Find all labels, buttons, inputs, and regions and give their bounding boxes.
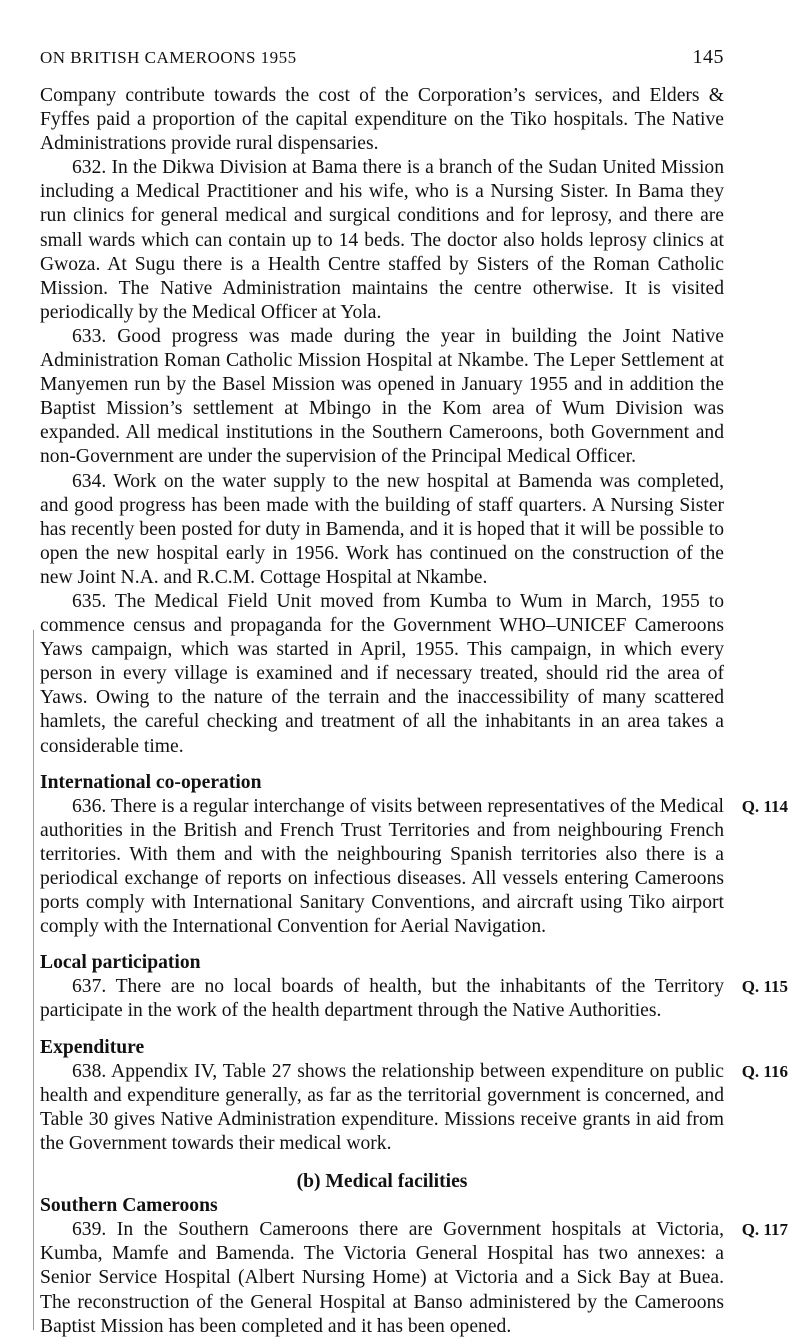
question-ref-115: Q. 115 [741, 977, 788, 997]
paragraph-638: 638. Appendix IV, Table 27 shows the relationship between expenditure on public health and expenditure generally, as far as the territorial government is concerned, and Table 30 gives Native Administration expenditure. Missions receive grants in aid from the Government towards their medical work. [40, 1060, 724, 1154]
body-text [40, 84, 788, 1339]
margin-scan-line [33, 630, 34, 1330]
running-title: ON BRITISH CAMEROONS 1955 [40, 48, 297, 67]
section-heading-expenditure: Expenditure [40, 1036, 145, 1058]
section-heading-southern-cameroons: Southern Cameroons [40, 1195, 218, 1217]
running-head [40, 46, 724, 69]
section-heading-international: International co-operation [40, 771, 262, 793]
paragraph-639-block [40, 1218, 788, 1338]
paragraph-635: 635. The Medical Field Unit moved from Kumba to Wum in March, 1955 to commence census and propaganda for the Government WHO–UNICEF Cameroons Yaws campaign, which was started in April, 1955. This campaign, in which every person in every village is examined and if necessary treated, should rid the area of Yaws. Owing to the nature of the terrain and the inaccessibility of many scattered hamlets, the careful checking and treatment of all the inhabitants in an area takes a considerable time. [40, 590, 724, 757]
paragraph-632: 632. In the Dikwa Division at Bama there is a branch of the Sudan United Mission including a Medical Practitioner and his wife, who is a Nursing Sister. In Bama they run clinics for general medical and surgical conditions and for leprosy, and there are small wards which can contain up to 14 beds. The doctor also holds leprosy clinics at Gwoza. At Sugu there is a Health Centre staffed by Sisters of the Roman Catholic Mission. The Native Administration maintains the centre otherwise. It is visited periodically by the Medical Officer at Yola. [40, 157, 724, 323]
page-number: 145 [692, 46, 724, 68]
subsection-heading-medical-facilities: (b) Medical facilities [296, 1171, 468, 1193]
section-heading-local: Local participation [40, 952, 201, 974]
paragraph-631-continued: Company contribute towards the cost of the Corporation’s services, and Elders & Fyffes paid a proportion of the capital expenditure on the Tiko hospitals. The Native Administrations provide rural dispensaries. [40, 85, 724, 155]
question-ref-114: Q. 114 [741, 796, 788, 816]
paragraph-636: 636. There is a regular interchange of visits between representatives of the Medical authorities in the British and French Trust Territories and from neighbouring French territories. With them and with the neighbouring Spanish territories also there is a periodical exchange of reports on infectious diseases. All vessels entering Cameroons ports comply with International Sanitary Conventions, and aircraft using Tiko airport comply with the International Convention for Aerial Navigation. [40, 795, 724, 938]
paragraph-633: 633. Good progress was made during the year in building the Joint Native Administration Roman Catholic Mission Hospital at Nkambe. The Leper Settlement at Manyemen run by the Basel Mission was opened in January 1955 and in addition the Baptist Mission’s settlement at Mbingo in the Kom area of Wum Division was expanded. All medical institutions in the Southern Cameroons, both Government and non-Government are under the supervision of the Principal Medical Officer. [40, 325, 724, 468]
paragraph-637: 637. There are no local boards of health, but the inhabitants of the Territory participate in the work of the health department through the Native Authorities. [40, 976, 724, 1022]
paragraph-638-block [40, 1060, 788, 1156]
paragraph-634: 634. Work on the water supply to the new hospital at Bamenda was completed, and good progress has been made with the building of staff quarters. A Nursing Sister has recently been posted for duty in Bamenda, and it is hoped that it will be possible to open the new hospital early in 1956. Work has continued on the construction of the new Joint N.A. and R.C.M. Cottage Hospital at Nkambe. [40, 470, 724, 588]
paragraph-636-block [40, 795, 788, 940]
paragraph-639: 639. In the Southern Cameroons there are Government hospitals at Victoria, Kumba, Mamfe and Bamenda. The Victoria General Hospital has two annexes: a Senior Service Hospital (Albert Nursing Home) at Victoria and a Sick Bay at Buea. The reconstruction of the General Hospital at Banso administered by the Cameroons Baptist Mission has been completed and it has been opened. [40, 1219, 724, 1337]
paragraph-637-block [40, 975, 788, 1023]
question-ref-116: Q. 116 [741, 1061, 788, 1081]
question-ref-117: Q. 117 [741, 1220, 788, 1240]
